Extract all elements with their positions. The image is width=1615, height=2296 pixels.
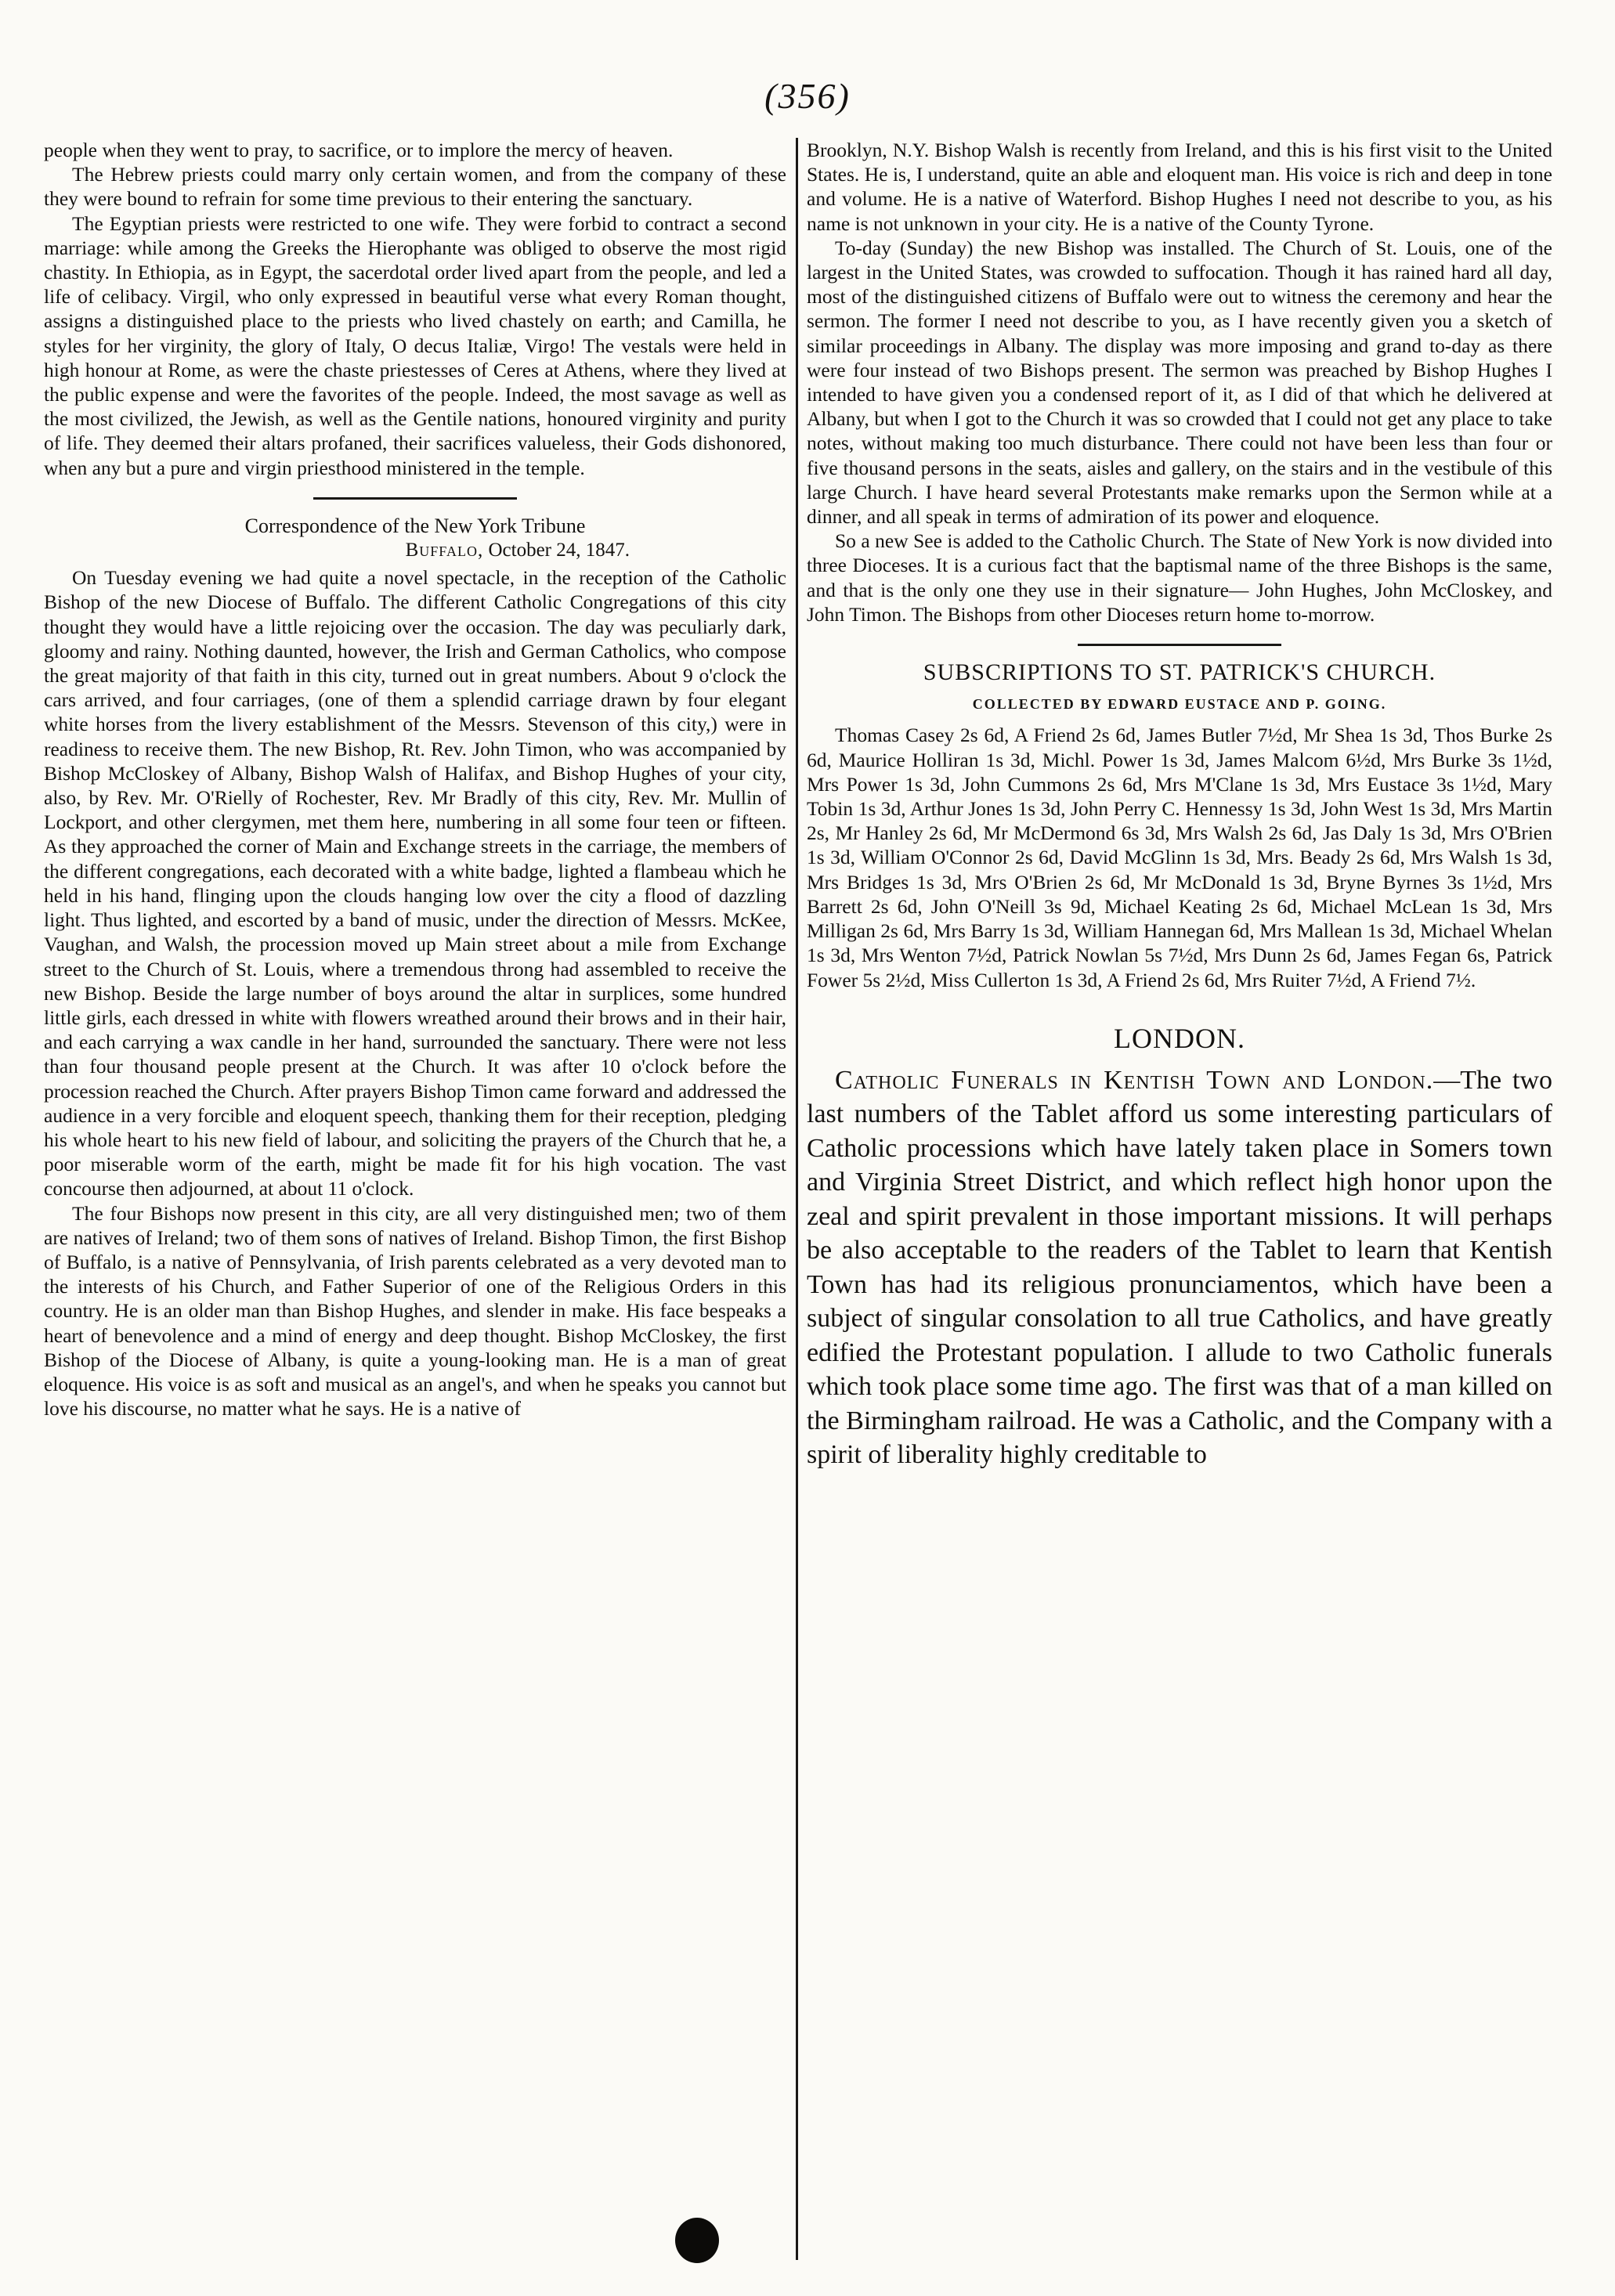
dateline-place: Buffalo, [405, 540, 484, 561]
london-text: —The two last numbers of the Tablet afford us some interesting particulars of Catholic processions which have lately taken place in Somers town and Virginia Street District, and which reflect high honor upon the zeal and spirit prevalent in those important missions. It will perhaps be also acceptable to the readers of the Tablet to learn that Kentish Town has had its religious pronunciamentos, which have been a subject of singular consolation to all true Catholics, and have greatly edified the Protestant population. I allude to two Catholic funerals which took place some time ago. The first was that of a man killed on the Birmingham railroad. He was a Catholic, and the Company with a spirit of liberality highly creditable to [807, 1065, 1553, 1470]
right-paragraph-1: Brooklyn, N.Y. Bishop Walsh is recently from Ireland, and this is his first visit to the United States. He is, I understand, quite an able and eloquent man. His voice is rich and deep in tone and volume. He is a native of Waterford. Bishop Hughes I need not describe to you, as his name is not unknown in your city. He is a native of the County Tyrone. [807, 139, 1552, 235]
section-divider [1078, 644, 1281, 646]
dateline [44, 538, 786, 562]
column-divider [796, 138, 798, 2260]
dateline-date: October 24, 1847. [488, 540, 630, 561]
page-number: (356) [764, 76, 851, 116]
right-paragraph-3: So a new See is added to the Catholic Church. The State of New York is now divided into three Dioceses. It is a curious fact that the baptismal name of the three Bishops is the same, and that is the only one they use in their signature— John Hughes, John McCloskey, and John Timon. The Bishops from other Dioceses return home to-morrow. [807, 529, 1552, 626]
ink-blot [675, 2218, 719, 2263]
subscriptions-list: Thomas Casey 2s 6d, A Friend 2s 6d, James Butler 7½d, Mr Shea 1s 3d, Thos Burke 2s 6d, Maurice Holliran 1s 3d, Michl. Power 1s 3d, James Malcom 6½d, Mrs Burke 3s 1½d, Mrs Power 1s 3d, John Cummons 2s 6d, Mrs M'Clane 1s 3d, Mrs Eustace 3s 1½d, Mary Tobin 1s 3d, Arthur Jones 1s 3d, John Perry C. Hennessy 1s 3d, John West 1s 3d, Mrs Martin 2s, Mr Hanley 2s 6d, Mr McDermond 6s 3d, Mrs Walsh 2s 6d, Jas Daly 1s 3d, Mrs O'Brien 1s 3d, William O'Connor 2s 6d, David McGlinn 1s 3d, Mrs. Beady 2s 6d, Mrs Walsh 1s 3d, Mrs Bridges 1s 3d, Mrs O'Brien 2s 6d, Mr McDonald 1s 3d, Bryne Byrnes 3s 1½d, Mrs Barrett 2s 6d, John O'Neill 3s 9d, Michael Keating 2s 6d, Michael McLean 1s 3d, Mrs Milligan 2s 6d, Mrs Barry 1s 3d, William Hannegan 6d, Mrs Mallean 1s 3d, Michael Whelan 1s 3d, Mrs Wenton 7½d, Patrick Nowlan 5s 7½d, Mrs Dunn 2s 6d, James Fegan 6s, Patrick Fower 5s 2½d, Miss Cullerton 1s 3d, A Friend 2s 6d, Mrs Ruiter 7½d, A Friend 7½. [807, 724, 1552, 991]
left-paragraph-2: The Hebrew priests could marry only certain women, and from the company of these they were bound to refrain for some time previous to their entering the sanctuary. [44, 163, 786, 211]
right-column [807, 138, 1552, 1472]
section-divider [313, 497, 517, 500]
right-paragraph-2: To-day (Sunday) the new Bishop was installed. The Church of St. Louis, one of the largest in the United States, was crowded to suffocation. Though it has rained hard all day, most of the distinguished citizens of Buffalo were out to witness the ceremony and hear the sermon. The former I need not describe to you, as I have recently given you a sketch of similar proceedings in Albany. The display was more imposing and grand to-day as there were four instead of two Bishops present. The sermon was preached by Bishop Hughes I intended to have given you a condensed report of it, as I did of that which he delivered at Albany, but when I got to the Church it was so crowded that I could not get any place to take notes, without making too much disturbance. There could not have been less than four or five thousand persons in the seats, aisles and gallery, on the stairs and in the vestibule of this large Church. I have heard several Protestants make remarks upon the Sermon while at a dinner, and all speak in terms of admiration of its power and eloquence. [807, 236, 1552, 529]
left-column [44, 138, 786, 1421]
subscriptions-title: SUBSCRIPTIONS TO ST. PATRICK'S CHURCH. [923, 659, 1436, 686]
london-heading: Catholic Funerals in Kentish Town and London. [835, 1065, 1434, 1095]
subscriptions-byline: COLLECTED BY EDWARD EUSTACE AND P. GOING. [972, 696, 1387, 713]
left-paragraph-3: The Egyptian priests were restricted to one wife. They were forbid to contract a second marriage: while among the Greeks the Hierophante was obliged to observe the most rigid chastity. In Ethiopia, as in Egypt, the sacerdotal order lived apart from the people, and led a life of celibacy. Virgil, who only expressed in beautiful verse what every Roman thought, assigns a distinguished place to the priests who lived chastely on earth; and Camilla, he styles for her virginity, the glory of Italy, O decus Italiæ, Virgo! The vestals were held in high honour at Rome, as were the chaste priestesses of Ceres at Athens, where they lived at the public expense and were the favorites of the people. Indeed, the most savage as well as the most civilized, the Jewish, as well as the Gentile nations, honoured virginity and purity of life. They deemed their altars profaned, their sacrifices valueless, their Gods dishonored, when any but a pure and virgin priesthood ministered in the temple. [44, 211, 786, 479]
correspondence-paragraph-1: On Tuesday evening we had quite a novel spectacle, in the reception of the Catholic Bishop of the new Diocese of Buffalo. The different Catholic Congregations of this city thought they would have a little rejoicing over the occasion. The day was peculiarly dark, gloomy and rainy. Nothing daunted, however, the Irish and German Catholics, who compose the great majority of that faith in this city, turned out in great numbers. About 9 o'clock the cars arrived, and four carriages, (one of them a splendid carriage drawn by four elegant white horses from the livery establishment of the Messrs. Stevenson of this city,) were in readiness to receive them. The new Bishop, Rt. Rev. John Timon, who was accompanied by Bishop McCloskey of Albany, Bishop Walsh of Halifax, and Bishop Hughes of your city, also, by Rev. Mr. O'Rielly of Rochester, Rev. Mr Bradly of this city, Rev. Mr. Mullin of Lockport, and other clergymen, met them here, numbering in all some four teen or fifteen. As they approached the corner of Main and Exchange streets in the carriage, the members of the different congregations, each decorated with a white badge, lighted a flambeau which he held in his hand, flinging upon the clouds hanging low over the city a flood of dazzling light. Thus lighted, and escorted by a band of music, under the direction of Messrs. McKee, Vaughan, and Walsh, the procession moved up Main street about a mile from Exchange street to the Church of St. Louis, where a tremendous throng had assembled to receive the new Bishop. Beside the large number of boys around the altar in surplices, some hundred little girls, each dressed in white with flowers wreathed around their brows and in their hair, and each carrying a wax candle in her hand, surrounded the sanctuary. There were not less than four thousand people present at the Church. It was after 10 o'clock before the procession reached the Church. After prayers Bishop Timon came forward and addressed the audience in a very forcible and eloquent speech, thanking them for their reception, pledging his whole heart to his new field of labour, and soliciting the prayers of the Church that he, a poor miserable worm of the earth, might be made fit for his high vocation. The vast concourse then adjourned, at about 11 o'clock. [44, 566, 786, 1200]
london-article [807, 1063, 1552, 1472]
correspondence-heading: Correspondence of the New York Tribune [244, 514, 586, 537]
london-title: LONDON. [1114, 1022, 1245, 1054]
correspondence-paragraph-2: The four Bishops now present in this city, are all very distinguished men; two of them are natives of Ireland; two of them sons of natives of Ireland. Bishop Timon, the first Bishop of Buffalo, is a native of Pennsylvania, of Irish parents celebrated as a very devoted man to the interests of his Church, and Father Superior of one of the Religious Orders in this country. He is an older man than Bishop Hughes, and slender in make. His face bespeaks a heart of benevolence and a mind of energy and deep thought. Bishop McCloskey, the first Bishop of the Diocese of Albany, is quite a young-looking man. He is a man of great eloquence. His voice is as soft and musical as an angel's, and when he speaks you cannot but love his discourse, no matter what he says. He is a native of [44, 1201, 786, 1421]
left-paragraph-1: people when they went to pray, to sacrifice, or to implore the mercy of heaven. [44, 139, 674, 161]
